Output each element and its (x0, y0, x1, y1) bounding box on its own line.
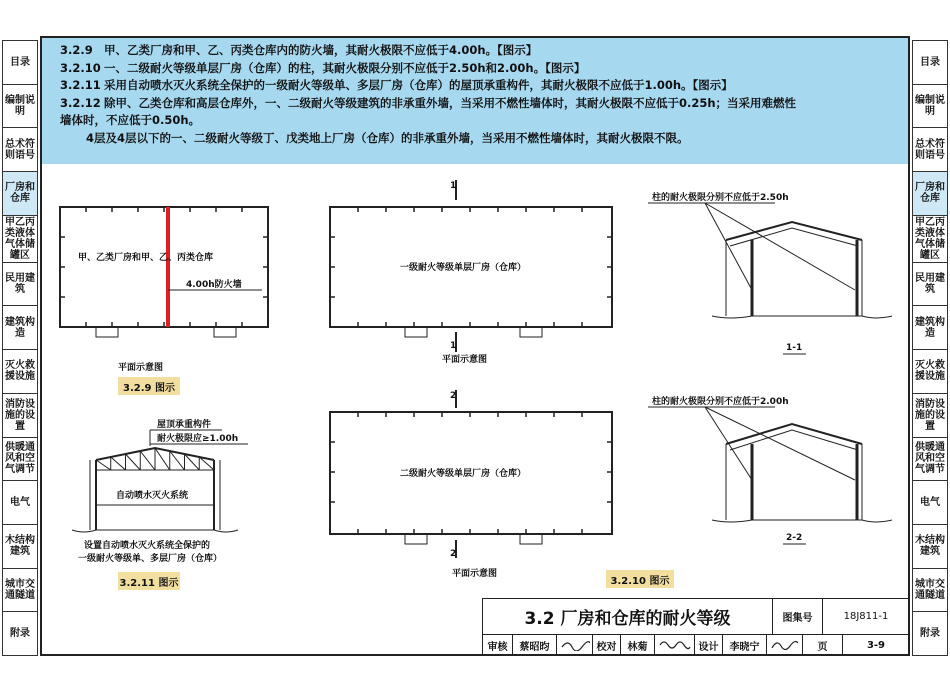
truss-web (126, 454, 141, 470)
fig-3210-plan1-caption: 平面示意图 (442, 355, 488, 365)
fig-3210-section-1 (648, 191, 892, 354)
truss-web (96, 460, 111, 470)
fig-3211-caption-line1: 设置自动喷水灭火系统全保护的 (84, 541, 211, 551)
fig-3211-rating-label: 耐火极限应≥1.00h (157, 434, 239, 444)
clause-number: 3.2.10 (60, 60, 101, 75)
fig-3210-section-2 (648, 395, 892, 544)
right-tab-7[interactable]: 消防设施的设置 (913, 394, 947, 438)
reviewer-name: 蔡昭昀 (513, 635, 557, 655)
right-tab-0[interactable]: 编制说明 (913, 85, 947, 129)
fig-3211-section (72, 418, 248, 564)
left-tab-9[interactable]: 电气 (3, 481, 37, 525)
fig-3210-sec2-note: 柱的耐火极限分别不应低于2.00h (652, 397, 789, 407)
left-tab-1[interactable]: 总术符则语号 (3, 128, 37, 172)
reviewer-signature (557, 635, 593, 655)
right-tab-10[interactable]: 木结构建筑 (913, 525, 947, 569)
section-mark-2-bottom: 2 (450, 549, 457, 559)
clause-text: 4层及4层以下的一、二级耐火等级丁、戊类地上厂房（仓库）的非承重外墙，当采用不燃性墙体时，其耐火极限不限。 (86, 130, 689, 145)
truss-web (140, 451, 155, 470)
fig-329-wall-label: 4.00h防火墙 (186, 280, 242, 290)
section-mark-1-bottom: 1 (450, 341, 457, 351)
fig-3211-roof-label: 屋顶承重构件 (157, 420, 212, 430)
fig-3210-sec1-note: 柱的耐火极限分别不应低于2.50h (652, 193, 789, 203)
right-tab-3[interactable]: 甲乙丙类液体气体储罐区 (915, 216, 945, 261)
right-tab-9[interactable]: 电气 (913, 481, 947, 525)
fig-3210-sec1-caption: 1-1 (786, 343, 803, 353)
right-tab-6[interactable]: 灭火救援设施 (913, 350, 947, 394)
review-label: 审核 (483, 635, 513, 655)
title-block (482, 598, 910, 656)
fig-3211-caption-line2: 一级耐火等级单、多层厂房（仓库） (78, 554, 223, 564)
clause-text: 甲、乙类厂房和甲、乙、丙类仓库内的防火墙，其耐火极限不应低于4.00h。【图示】 (104, 43, 538, 57)
left-tab-3[interactable]: 甲乙丙类液体气体储罐区 (5, 216, 35, 261)
design-label: 设计 (695, 635, 723, 655)
fig-3211-badge: 3.2.11 图示 (118, 572, 180, 590)
left-tab-contents[interactable]: 目录 (3, 41, 37, 85)
truss-web (111, 457, 126, 470)
clause-number: 3.2.9 (60, 43, 93, 57)
fig-3210-plan1-label: 一级耐火等级单层厂房（仓库） (400, 263, 527, 273)
fig-329-caption: 平面示意图 (118, 363, 164, 373)
signature-row (483, 635, 909, 655)
atlas-number: 18J811-1 (823, 599, 909, 635)
atlas-label: 图集号 (773, 599, 823, 635)
fig-329-plan (60, 207, 268, 373)
checker-name: 林菊 (621, 635, 655, 655)
right-tab-5[interactable]: 建筑构造 (913, 306, 947, 350)
left-tab-10[interactable]: 木结构建筑 (3, 525, 37, 569)
page-number: 3-9 (866, 639, 886, 651)
left-tab-6[interactable]: 灭火救援设施 (3, 350, 37, 394)
clause-text: 一、二级耐火等级单层厂房（仓库）的柱，其耐火极限分别不应低于2.50h和2.00h。【图示】 (104, 60, 586, 75)
clause-text: 墙体时，不应低于0.50h。 (60, 113, 201, 127)
left-tab-2[interactable]: 厂房和仓库 (3, 172, 37, 216)
fig-3210-badge: 3.2.10 图示 (606, 570, 674, 588)
fig-3210-plan2-caption: 平面示意图 (452, 569, 498, 579)
right-tab-4[interactable]: 民用建筑 (913, 263, 947, 307)
clause-text: 除甲、乙类仓库和高层仓库外，一、二级耐火等级建筑的非承重外墙，当采用不燃性墙体时，其耐火极限不应低于0.25h；当采用难燃性 (104, 95, 797, 110)
fig-329-room-label: 甲、乙类厂房和甲、乙、丙类仓库 (78, 253, 214, 263)
clause-text: 采用自动喷水灭火系统全保护的一级耐火等级单、多层厂房（仓库）的屋顶承重构件，其耐火极限不应低于1.00h。【图示】 (104, 78, 733, 92)
fig-3210-sec2-caption: 2-2 (786, 533, 803, 543)
checker-signature (655, 635, 695, 655)
left-tab-0[interactable]: 编制说明 (3, 85, 37, 129)
right-tab-contents[interactable]: 目录 (913, 41, 947, 85)
fig-329-badge: 3.2.9 图示 (118, 377, 180, 395)
page-label: 页 (803, 635, 843, 655)
right-tab-2[interactable]: 厂房和仓库 (913, 172, 947, 216)
fig-3211-sprinkler-label: 自动喷水灭火系统 (116, 491, 189, 501)
check-label: 校对 (593, 635, 621, 655)
clause-number: 3.2.11 (60, 78, 101, 92)
right-tab-11[interactable]: 城市交通隧道 (913, 569, 947, 613)
designer-name: 李晓宁 (723, 635, 767, 655)
left-tab-5[interactable]: 建筑构造 (3, 306, 37, 350)
left-tab-11[interactable]: 城市交通隧道 (3, 569, 37, 613)
right-tab-1[interactable]: 总术符则语号 (913, 128, 947, 172)
sheet-title: 3.2 厂房和仓库的耐火等级 (483, 599, 773, 635)
fig-3210-plan-2 (330, 390, 612, 579)
left-tab-8[interactable]: 供暖通风和空气调节 (3, 438, 37, 482)
left-tab-7[interactable]: 消防设施的设置 (3, 394, 37, 438)
left-tab-12[interactable]: 附录 (10, 628, 30, 640)
fig-3210-plan2-label: 二级耐火等级单层厂房（仓库） (400, 469, 527, 479)
left-tab-4[interactable]: 民用建筑 (3, 263, 37, 307)
section-mark-1-top: 1 (450, 181, 457, 191)
designer-signature (767, 635, 803, 655)
right-tab-12[interactable]: 附录 (920, 628, 940, 640)
clause-number: 3.2.12 (60, 95, 101, 110)
fig-3210-plan-1 (330, 180, 612, 365)
section-mark-2-top: 2 (450, 391, 457, 401)
right-tab-8[interactable]: 供暖通风和空气调节 (913, 438, 947, 482)
